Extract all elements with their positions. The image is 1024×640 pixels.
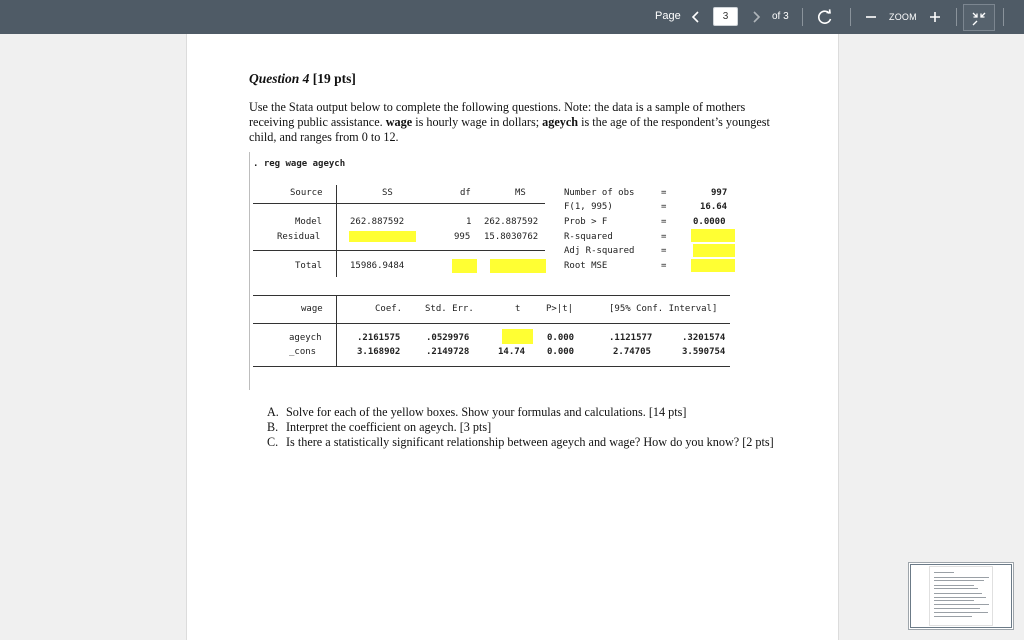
coef-header-p: P>|t| <box>546 304 574 314</box>
page-thumbnail-navigator[interactable] <box>908 562 1014 630</box>
coef-row-cons-hi: 3.590754 <box>682 347 726 357</box>
task-letter: C. <box>267 435 279 449</box>
yellow-box-residual-ss[interactable] <box>349 231 416 242</box>
page-label: Page <box>655 10 681 22</box>
coef-rule-top <box>253 295 730 296</box>
coef-header-coef: Coef. <box>375 304 403 314</box>
coef-row-cons-var: _cons <box>289 347 317 357</box>
task-letter: B. <box>267 420 279 434</box>
task-letter: A. <box>267 405 279 419</box>
page-count: of 3 <box>772 11 789 22</box>
task-text: Is there a statistically significant relationship between ageych and wage? How do you know? [2 pts] <box>286 435 774 449</box>
coef-header-var: wage <box>301 304 323 314</box>
intro-term-wage: wage <box>385 115 413 129</box>
stat-eq: = <box>661 261 667 271</box>
anova-row-model-ss: 262.887592 <box>350 217 405 227</box>
coef-header-t: t <box>515 304 521 314</box>
intro-term-ageych: ageych <box>542 115 579 129</box>
chevron-left-icon <box>689 7 703 27</box>
question-title <box>249 71 356 87</box>
anova-row-residual-source: Residual <box>277 232 321 242</box>
fit-to-page-button[interactable] <box>963 4 995 31</box>
anova-divider <box>336 185 337 277</box>
yellow-box-ageych-t[interactable] <box>502 329 533 344</box>
fit-to-page-icon <box>964 5 994 30</box>
anova-row-residual-ms: 15.8030762 <box>484 232 539 242</box>
stat-label-probf: Prob > F <box>564 217 608 227</box>
stat-eq: = <box>661 246 667 256</box>
stat-label-nobs: Number of obs <box>564 188 635 198</box>
intro-text: is the age of the respondent’s youngest child, and ranges from 0 to 12. <box>249 115 770 144</box>
anova-rule <box>253 250 545 251</box>
yellow-box-root-mse[interactable] <box>691 259 735 272</box>
toolbar-divider <box>850 8 851 26</box>
stat-label-adjrsq: Adj R-squared <box>564 246 635 256</box>
coef-row-ageych-lo: .1121577 <box>609 333 653 343</box>
zoom-in-button[interactable] <box>928 7 942 27</box>
anova-header-source: Source <box>290 188 323 198</box>
anova-header-df: df <box>460 188 471 198</box>
anova-header-ss: SS <box>382 188 393 198</box>
coef-row-ageych-var: ageych <box>289 333 322 343</box>
coef-row-ageych-p: 0.000 <box>547 333 575 343</box>
chevron-right-icon <box>749 7 763 27</box>
question-number: Question 4 <box>249 71 310 86</box>
coef-row-cons-t: 14.74 <box>498 347 526 357</box>
coef-row-cons-lo: 2.74705 <box>613 347 651 357</box>
rotate-icon <box>815 7 835 27</box>
zoom-in-icon <box>928 7 942 27</box>
stat-value-f: 16.64 <box>700 202 728 212</box>
anova-row-model-df: 1 <box>466 217 472 227</box>
toolbar-divider <box>802 8 803 26</box>
viewer-toolbar <box>0 0 1024 34</box>
anova-row-model-ms: 262.887592 <box>484 217 539 227</box>
coef-row-cons-coef: 3.168902 <box>357 347 401 357</box>
thumbnail-viewport-indicator[interactable] <box>910 564 1012 628</box>
yellow-box-total-ms[interactable] <box>490 259 546 273</box>
coef-row-cons-p: 0.000 <box>547 347 575 357</box>
rotate-button[interactable] <box>815 7 835 27</box>
stat-value-nobs: 997 <box>711 188 728 198</box>
stat-label-rmse: Root MSE <box>564 261 608 271</box>
coef-header-ci: [95% Conf. Interval] <box>609 304 718 314</box>
anova-row-total-ss: 15986.9484 <box>350 261 405 271</box>
next-page-button[interactable] <box>749 7 763 27</box>
coef-row-ageych-hi: .3201574 <box>682 333 726 343</box>
coef-row-ageych-se: .0529976 <box>426 333 470 343</box>
task-list <box>267 405 807 450</box>
toolbar-divider <box>956 8 957 26</box>
task-item <box>267 435 807 450</box>
prev-page-button[interactable] <box>689 7 703 27</box>
stat-label-f: F(1, 995) <box>564 202 613 212</box>
question-points: [19 pts] <box>312 71 356 86</box>
task-item <box>267 420 807 435</box>
question-intro <box>249 100 789 145</box>
yellow-box-r-squared[interactable] <box>691 229 735 242</box>
intro-text: is hourly wage in dollars; <box>412 115 543 129</box>
coef-row-ageych-coef: .2161575 <box>357 333 401 343</box>
yellow-box-adj-r-squared[interactable] <box>693 244 735 257</box>
anova-header-ms: MS <box>515 188 526 198</box>
stat-eq: = <box>661 217 667 227</box>
page-number-input[interactable]: 3 <box>713 7 738 26</box>
task-text: Solve for each of the yellow boxes. Show your formulas and calculations. [14 pts] <box>286 405 687 419</box>
yellow-box-total-df[interactable] <box>452 259 477 273</box>
stata-output <box>249 152 774 390</box>
anova-rule <box>253 203 545 204</box>
anova-row-model-source: Model <box>295 217 323 227</box>
stat-eq: = <box>661 188 667 198</box>
anova-row-total-source: Total <box>295 261 323 271</box>
stata-command: . reg wage ageych <box>253 159 346 169</box>
intro-text: Use the Stata output below to complete the following questions. Note: the data is a sample of mothers receiving public assistance. <box>249 100 746 129</box>
stat-eq: = <box>661 202 667 212</box>
task-item <box>267 405 807 420</box>
coef-rule-mid <box>253 323 730 324</box>
task-text: Interpret the coefficient on ageych. [3 pts] <box>286 420 492 434</box>
zoom-label: ZOOM <box>889 12 917 22</box>
toolbar-divider <box>1003 8 1004 26</box>
coef-divider <box>336 295 337 367</box>
zoom-out-icon <box>864 7 878 27</box>
zoom-out-button[interactable] <box>864 7 878 27</box>
document-page <box>186 34 839 640</box>
coef-header-se: Std. Err. <box>425 304 474 314</box>
stat-label-rsq: R-squared <box>564 232 613 242</box>
coef-row-cons-se: .2149728 <box>426 347 470 357</box>
anova-row-residual-df: 995 <box>454 232 471 242</box>
stat-value-probf: 0.0000 <box>693 217 726 227</box>
coef-rule-bottom <box>253 366 730 367</box>
stat-eq: = <box>661 232 667 242</box>
